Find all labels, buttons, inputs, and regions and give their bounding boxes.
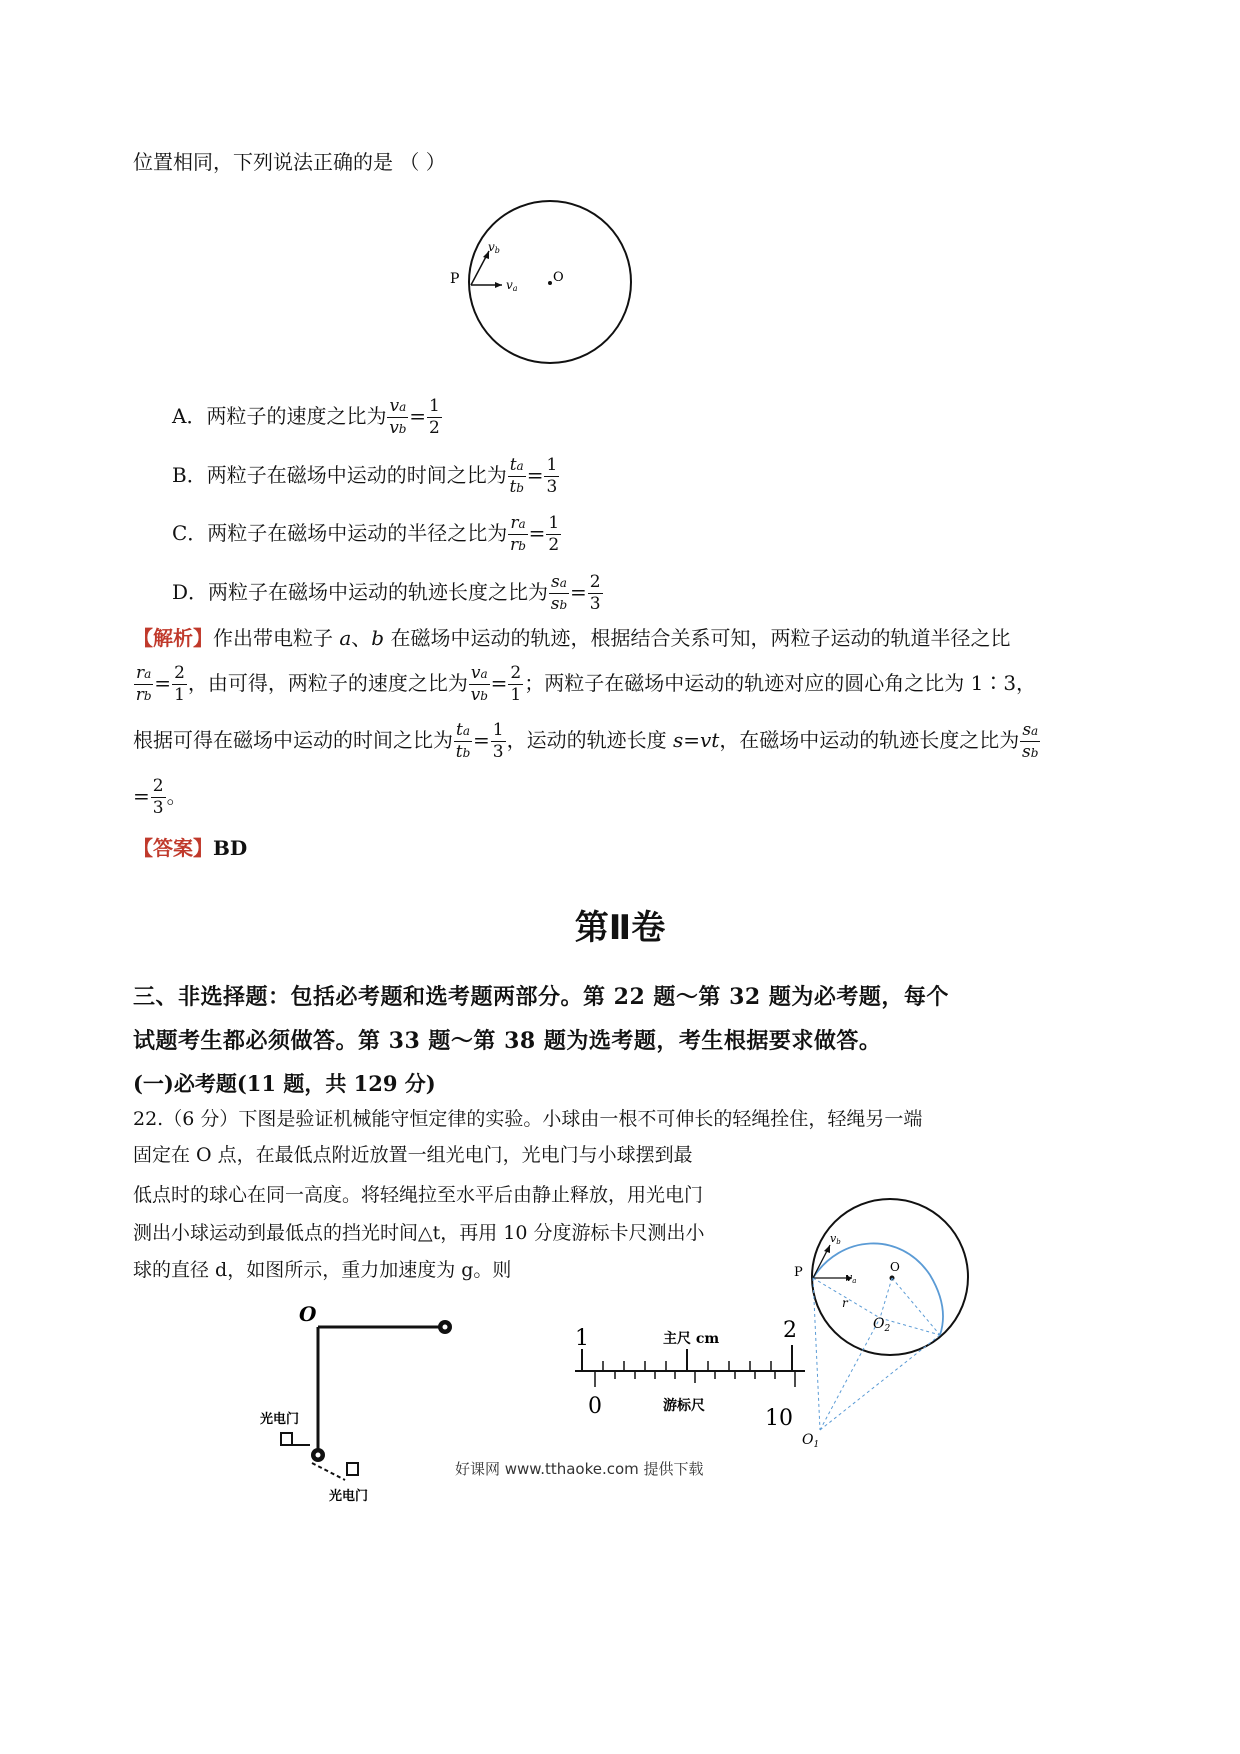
vernier-label: 游标尺 <box>663 1398 705 1414</box>
question-intro-line: 位置相同，下列说法正确的是 （ ） <box>133 150 446 174</box>
q22-line-4: 测出小球运动到最低点的挡光时间△t，再用 10 分度游标卡尺测出小 <box>133 1222 705 1244</box>
label-O: O <box>890 1260 900 1274</box>
watermark-footer: 好课网 www.tthaoke.com 提供下载 <box>455 1460 704 1478</box>
answer-line: 【答案】BD <box>133 836 248 860</box>
analysis-line-1: 【解析】作出带电粒子 a、b 在磁场中运动的轨迹，根据结合关系可知，两粒子运动的轨道半径之比 <box>133 626 1011 650</box>
vernier-caliper-figure <box>565 1315 810 1435</box>
main-scale-1: 1 <box>575 1326 589 1351</box>
trajectory-circle-figure <box>780 1190 980 1460</box>
option-A[interactable]: A．两粒子的速度之比为 $\frac{va}{vb}$ = $\frac{1}{2}$ <box>172 396 440 438</box>
option-C[interactable]: C．两粒子在磁场中运动的半径之比为 $\frac{ra}{rb}$ = $\frac{1}{2}$ <box>172 513 560 555</box>
label-O: O <box>299 1302 317 1326</box>
label-photogate-2: 光电门 <box>329 1489 369 1504</box>
option-D[interactable]: D．两粒子在磁场中运动的轨迹长度之比为 $\frac{sa}{sb}$ = $\frac{2}{3}$ <box>172 572 601 614</box>
label-O: O <box>553 270 564 285</box>
analysis-line-3: 根据可得在磁场中运动的时间之比为 $\frac{ta}{tb}$ = $\frac{1}{3}$ ，运动的轨迹长度 s=vt，在磁场中运动的轨迹长度之比为 $\frac{sa}{sb}$ <box>133 720 1039 762</box>
label-P: P <box>450 271 460 287</box>
part3-instructions-line1: 三、非选择题：包括必考题和选考题两部分。第 22 题～第 32 题为必考题，每个 <box>133 984 949 1010</box>
gate-path <box>312 1463 345 1480</box>
label-O1: $O_1$ <box>802 1432 820 1450</box>
vernier-scale-ticks <box>595 1371 795 1387</box>
photogate-2 <box>347 1463 358 1475</box>
fraction: $\frac{va}{vb}$ <box>389 396 407 438</box>
label-O2: $O_2$ <box>873 1316 891 1334</box>
option-B[interactable]: B．两粒子在磁场中运动的时间之比为 $\frac{ta}{tb}$ = $\frac{1}{3}$ <box>172 455 558 497</box>
q22-line-3: 低点时的球心在同一高度。将轻绳拉至水平后由静止释放，用光电门 <box>133 1184 704 1206</box>
q22-line-1: 22.（6 分）下图是验证机械能守恒定律的实验。小球由一根不可伸长的轻绳拴住，轻绳另一端 <box>133 1108 923 1130</box>
part3-instructions-line2: 试题考生都必须做答。第 33 题～第 38 题为选考题，考生根据要求做答。 <box>133 1028 882 1054</box>
analysis-line-2: $\frac{ra}{rb}$ = $\frac{2}{1}$ ，由可得，两粒子的速度之比为 $\frac{va}{vb}$ = $\frac{2}{1}$ ；两粒子在磁场中运动的轨迹对应的圆心角之比为 1∶3， <box>135 663 1037 705</box>
section-title: 第Ⅱ卷 <box>574 908 666 948</box>
fraction: $\frac{2}{3}$ <box>589 572 601 614</box>
fraction: $\frac{ta}{tb}$ <box>509 455 524 497</box>
main-scale-label: 主尺 cm <box>663 1331 720 1347</box>
analysis-tag: 【解析】 <box>133 626 213 650</box>
label-va: va <box>846 1271 857 1285</box>
fraction: $\frac{ra}{rb}$ <box>510 513 526 555</box>
fraction: $\frac{1}{2}$ <box>428 396 440 438</box>
q22-line-2: 固定在 O 点，在最低点附近放置一组光电门，光电门与小球摆到最 <box>133 1144 693 1166</box>
label-P: P <box>794 1265 803 1280</box>
pendulum-figure <box>255 1295 485 1505</box>
label-r: r <box>842 1296 848 1310</box>
required-questions-header: (一)必考题(11 题，共 129 分) <box>133 1071 436 1096</box>
label-photogate-1: 光电门 <box>260 1412 300 1427</box>
vernier-10: 10 <box>765 1406 793 1431</box>
magnetic-field-circle-figure <box>440 195 640 375</box>
fraction: $\frac{1}{2}$ <box>548 513 560 555</box>
vernier-0: 0 <box>588 1394 602 1419</box>
label-va: va <box>506 278 518 293</box>
center-point <box>548 281 552 285</box>
answer-tag: 【答案】 <box>133 836 213 860</box>
fraction: $\frac{sa}{sb}$ <box>550 572 568 614</box>
q22-line-5: 球的直径 d，如图所示，重力加速度为 g。则 <box>133 1259 512 1281</box>
fraction: $\frac{1}{3}$ <box>546 455 558 497</box>
label-vb: vb <box>488 240 500 255</box>
main-scale-2: 2 <box>783 1318 797 1343</box>
label-vb: vb <box>830 1232 841 1246</box>
analysis-line-4: = $\frac{2}{3}$ 。 <box>133 776 187 818</box>
